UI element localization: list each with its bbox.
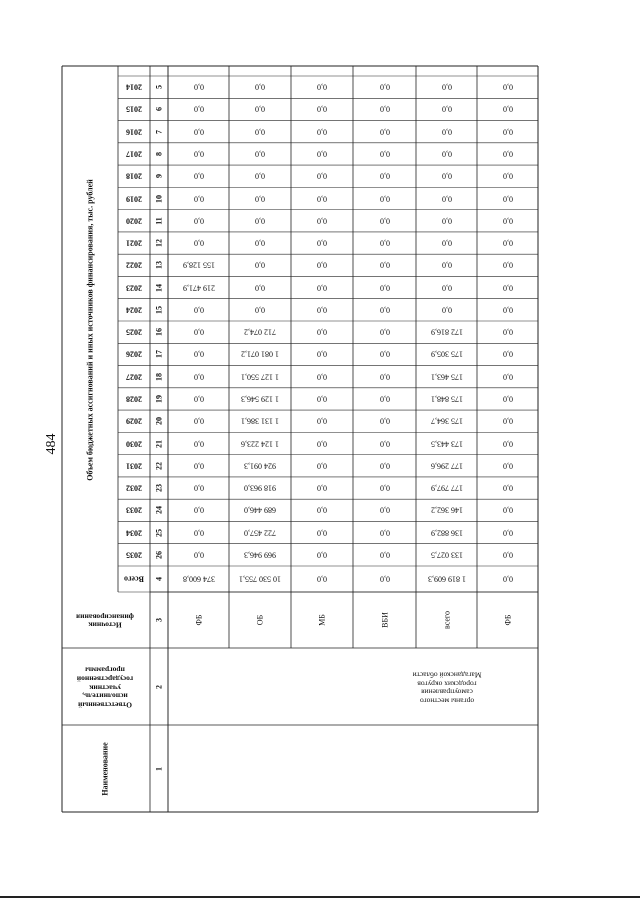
table-cell: 0,0 xyxy=(317,82,327,92)
table-cell: 0,0 xyxy=(441,194,452,203)
table-cell: 0,0 xyxy=(502,372,513,382)
table-cell: 0,0 xyxy=(193,149,204,159)
table-cell: 0,0 xyxy=(317,528,327,538)
table-cell: 0,0 xyxy=(441,82,452,92)
table-cell: 0,0 xyxy=(502,82,513,92)
table-cell: 0,0 xyxy=(379,216,390,226)
table-cell: 0,0 xyxy=(193,216,204,226)
total-cell: 1 819 609,3 xyxy=(427,574,466,584)
year-label: 2019 xyxy=(126,194,142,203)
table-cell: 0,0 xyxy=(379,528,390,538)
column-number: 23 xyxy=(154,484,164,493)
table-cell: 0,0 xyxy=(379,505,390,515)
year-label: 2022 xyxy=(126,260,142,270)
table-cell: 0,0 xyxy=(379,550,390,560)
table-cell: 0,0 xyxy=(193,194,204,203)
table-cell: 0,0 xyxy=(502,216,513,226)
table-cell: 0,0 xyxy=(502,260,513,270)
column-number: 24 xyxy=(154,506,164,515)
table-cell: 0,0 xyxy=(441,104,452,114)
column-number: 12 xyxy=(154,239,164,248)
year-label: 2035 xyxy=(126,550,142,560)
table-cell: 0,0 xyxy=(502,127,513,137)
table-cell: 0,0 xyxy=(193,416,204,426)
year-label: 2024 xyxy=(126,305,142,315)
year-label: 2030 xyxy=(126,439,142,448)
table-cell: 0,0 xyxy=(317,283,327,293)
table-cell: 0,0 xyxy=(193,528,204,538)
year-label: 2018 xyxy=(126,171,142,181)
table-cell: 712 074,2 xyxy=(244,327,276,337)
table-cell: 0,0 xyxy=(255,171,265,181)
table-cell: 0,0 xyxy=(317,416,327,426)
column-number: 2 xyxy=(154,684,164,689)
table-cell: 0,0 xyxy=(441,260,452,270)
table-cell: 0,0 xyxy=(255,104,265,114)
table-cell: 969 946,3 xyxy=(244,550,276,560)
table-cell: 0,0 xyxy=(379,149,390,159)
table-cell: 0,0 xyxy=(502,194,513,203)
source-cell: МБ xyxy=(317,614,327,626)
column-number: 13 xyxy=(154,261,164,270)
year-label: 2023 xyxy=(126,283,142,293)
table-cell: 1 124 223,6 xyxy=(241,439,279,448)
column-number: 14 xyxy=(154,283,164,292)
table-cell: 0,0 xyxy=(379,127,390,137)
total-cell: 0,0 xyxy=(317,574,327,584)
table-cell: 924 091,3 xyxy=(244,461,276,471)
table-cell: 0,0 xyxy=(317,171,327,181)
table-cell: 0,0 xyxy=(441,238,452,248)
column-number: 15 xyxy=(154,305,164,314)
total-cell: 0,0 xyxy=(502,574,513,584)
year-label: 2034 xyxy=(126,528,142,538)
table-cell: 0,0 xyxy=(193,349,204,359)
table-cell: 0,0 xyxy=(317,483,327,493)
table-cell: 0,0 xyxy=(441,149,452,159)
year-label: 2021 xyxy=(126,238,142,248)
table-cell: 0,0 xyxy=(379,349,390,359)
table-cell: 0,0 xyxy=(379,82,390,92)
column-number: 17 xyxy=(154,350,164,359)
table-cell: 0,0 xyxy=(502,528,513,538)
table-cell: 0,0 xyxy=(502,349,513,359)
table-cell: 0,0 xyxy=(255,238,265,248)
column-number: 1 xyxy=(154,766,164,771)
year-label: 2017 xyxy=(126,149,142,159)
table-cell: 0,0 xyxy=(379,283,390,293)
table-cell: 0,0 xyxy=(193,461,204,471)
table-cell: 0,0 xyxy=(255,260,265,270)
year-label: 2031 xyxy=(126,461,142,471)
source-cell: ФБ xyxy=(194,614,203,626)
column-number: 10 xyxy=(154,194,164,203)
column-number: 20 xyxy=(154,417,164,426)
name-header: Наименование xyxy=(100,741,110,796)
table-cell: 0,0 xyxy=(317,305,327,315)
year-label: 2032 xyxy=(126,483,142,493)
table-cell: 0,0 xyxy=(317,461,327,471)
table-cell: 0,0 xyxy=(317,349,327,359)
table-cell: 173 443,5 xyxy=(430,439,463,448)
column-number: 9 xyxy=(154,174,164,179)
column-number: 18 xyxy=(154,372,164,381)
column-number: 4 xyxy=(154,577,164,581)
table-cell: 1 081 071,2 xyxy=(241,349,279,359)
table-cell: 0,0 xyxy=(317,260,327,270)
table-cell: 0,0 xyxy=(379,439,390,448)
year-label: 2026 xyxy=(126,349,142,359)
table-cell: 0,0 xyxy=(193,372,204,382)
column-number: 25 xyxy=(154,528,164,537)
table-cell: 0,0 xyxy=(502,416,513,426)
table-cell: 0,0 xyxy=(502,327,513,337)
table-cell: 0,0 xyxy=(193,238,204,248)
table-cell: 0,0 xyxy=(441,127,452,137)
table-cell: 0,0 xyxy=(317,505,327,515)
table-cell: 0,0 xyxy=(193,483,204,493)
table-cell: 177 296,6 xyxy=(430,461,463,471)
table-cell: 0,0 xyxy=(502,283,513,293)
table-cell: 0,0 xyxy=(379,483,390,493)
column-number: 5 xyxy=(154,85,164,90)
table-cell: 175 305,9 xyxy=(430,349,463,359)
table-cell: 0,0 xyxy=(379,260,390,270)
column-number: 6 xyxy=(154,107,164,112)
source-cell: ФБ xyxy=(503,614,512,626)
scan-edge-line xyxy=(0,896,640,898)
table-cell: 0,0 xyxy=(317,238,327,248)
column-number: 11 xyxy=(154,216,164,225)
table-cell: 0,0 xyxy=(502,104,513,114)
year-label: 2029 xyxy=(126,416,142,426)
table-cell: 172 816,9 xyxy=(430,327,463,337)
table-cell: 133 027,5 xyxy=(430,550,463,560)
table-cell: 136 882,9 xyxy=(430,528,463,538)
table-cell: 0,0 xyxy=(193,171,204,181)
table-cell: 0,0 xyxy=(379,372,390,382)
source-cell: ВБИ xyxy=(380,612,389,628)
table-cell: 0,0 xyxy=(441,216,452,226)
table-cell: 0,0 xyxy=(255,216,265,226)
source-cell: всего xyxy=(442,610,451,630)
table-cell: 0,0 xyxy=(193,505,204,515)
executor-header: Ответственный исполнитель, участник государственной программы xyxy=(76,665,134,710)
table-cell: 0,0 xyxy=(502,461,513,471)
column-number: 8 xyxy=(154,151,164,156)
table-cell: 0,0 xyxy=(379,394,390,404)
table-cell: 0,0 xyxy=(255,194,265,203)
table-cell: 1 127 550,1 xyxy=(241,372,279,382)
year-label: 2015 xyxy=(126,104,142,114)
table-cell: 0,0 xyxy=(255,149,265,159)
table-cell: 177 797,9 xyxy=(430,483,463,493)
table-cell: 1 129 546,3 xyxy=(241,394,279,404)
year-label: 2028 xyxy=(126,394,142,404)
table-cell: 0,0 xyxy=(441,171,452,181)
year-label: 2025 xyxy=(126,327,142,337)
table-cell: 0,0 xyxy=(317,104,327,114)
table-cell: 0,0 xyxy=(317,127,327,137)
table-cell: 0,0 xyxy=(502,394,513,404)
table-cell: 0,0 xyxy=(317,327,327,337)
table-cell: 0,0 xyxy=(502,171,513,181)
page-number: 484 xyxy=(44,433,59,455)
table-cell: 0,0 xyxy=(441,305,452,315)
table-cell: 0,0 xyxy=(255,82,265,92)
table-cell: 0,0 xyxy=(441,283,452,293)
table-cell: 0,0 xyxy=(255,127,265,137)
total-cell: 0,0 xyxy=(379,574,390,584)
table-cell: 0,0 xyxy=(502,483,513,493)
table-cell: 0,0 xyxy=(255,305,265,315)
table-cell: 0,0 xyxy=(379,171,390,181)
table-cell: 0,0 xyxy=(193,394,204,404)
table-cell: 0,0 xyxy=(502,305,513,315)
table-cell: 0,0 xyxy=(379,416,390,426)
table-cell: 0,0 xyxy=(379,305,390,315)
source-cell: ОБ xyxy=(255,614,265,626)
table-cell: 0,0 xyxy=(317,550,327,560)
table-cell: 0,0 xyxy=(193,127,204,137)
year-label: 2020 xyxy=(126,216,142,226)
table-cell: 146 362,2 xyxy=(430,505,463,515)
table-cell: 0,0 xyxy=(193,104,204,114)
column-number: 3 xyxy=(154,618,164,622)
year-label: 2033 xyxy=(126,505,142,515)
table-cell: 0,0 xyxy=(502,505,513,515)
table-cell: 175 364,7 xyxy=(430,416,463,426)
column-number: 19 xyxy=(154,394,164,403)
year-label: 2027 xyxy=(126,372,142,382)
column-number: 7 xyxy=(154,129,164,134)
table-cell: 0,0 xyxy=(193,327,204,337)
volume-title: Объем бюджетных ассигнований и иных источников финансирования, тыс. рублей xyxy=(85,179,95,481)
total-label: Всего xyxy=(124,574,144,584)
column-number: 16 xyxy=(154,328,164,337)
table-cell: 0,0 xyxy=(193,305,204,315)
table-cell: 0,0 xyxy=(317,439,327,448)
table-cell: 175 463,1 xyxy=(430,372,463,382)
column-number: 21 xyxy=(154,439,164,448)
table-cell: 0,0 xyxy=(317,394,327,404)
table-cell: 0,0 xyxy=(317,149,327,159)
source-header: Источник финансирования xyxy=(76,612,134,630)
table-cell: 0,0 xyxy=(193,550,204,560)
total-cell: 10 530 755,1 xyxy=(239,574,281,584)
table-cell: 219 471,9 xyxy=(182,283,215,293)
executor-cell: органы местного самоуправления городских округов Магаданской области xyxy=(412,669,481,705)
table-cell: 0,0 xyxy=(379,238,390,248)
table-cell: 918 963,0 xyxy=(244,483,276,493)
table-cell: 0,0 xyxy=(502,439,513,448)
table-cell: 0,0 xyxy=(317,194,327,203)
year-label: 2016 xyxy=(126,127,142,137)
column-number: 26 xyxy=(154,550,164,559)
table-cell: 0,0 xyxy=(379,104,390,114)
table-cell: 0,0 xyxy=(502,550,513,560)
table-cell: 0,0 xyxy=(379,327,390,337)
table-cell: 0,0 xyxy=(379,194,390,203)
table-cell: 1 131 386,1 xyxy=(241,416,279,426)
table-cell: 0,0 xyxy=(193,82,204,92)
table-cell: 0,0 xyxy=(502,149,513,159)
table-cell: 722 457,0 xyxy=(244,528,276,538)
column-number: 22 xyxy=(154,461,164,470)
table-cell: 689 446,0 xyxy=(244,505,276,515)
year-label: 2014 xyxy=(126,82,142,92)
table-cell: 175 848,1 xyxy=(430,394,463,404)
table-cell: 0,0 xyxy=(193,439,204,448)
table-cell: 0,0 xyxy=(502,238,513,248)
table-cell: 155 128,9 xyxy=(182,260,215,270)
total-cell: 374 600,8 xyxy=(182,574,215,584)
table-cell: 0,0 xyxy=(379,461,390,471)
table-cell: 0,0 xyxy=(317,216,327,226)
table-cell: 0,0 xyxy=(255,283,265,293)
table-cell: 0,0 xyxy=(317,372,327,382)
